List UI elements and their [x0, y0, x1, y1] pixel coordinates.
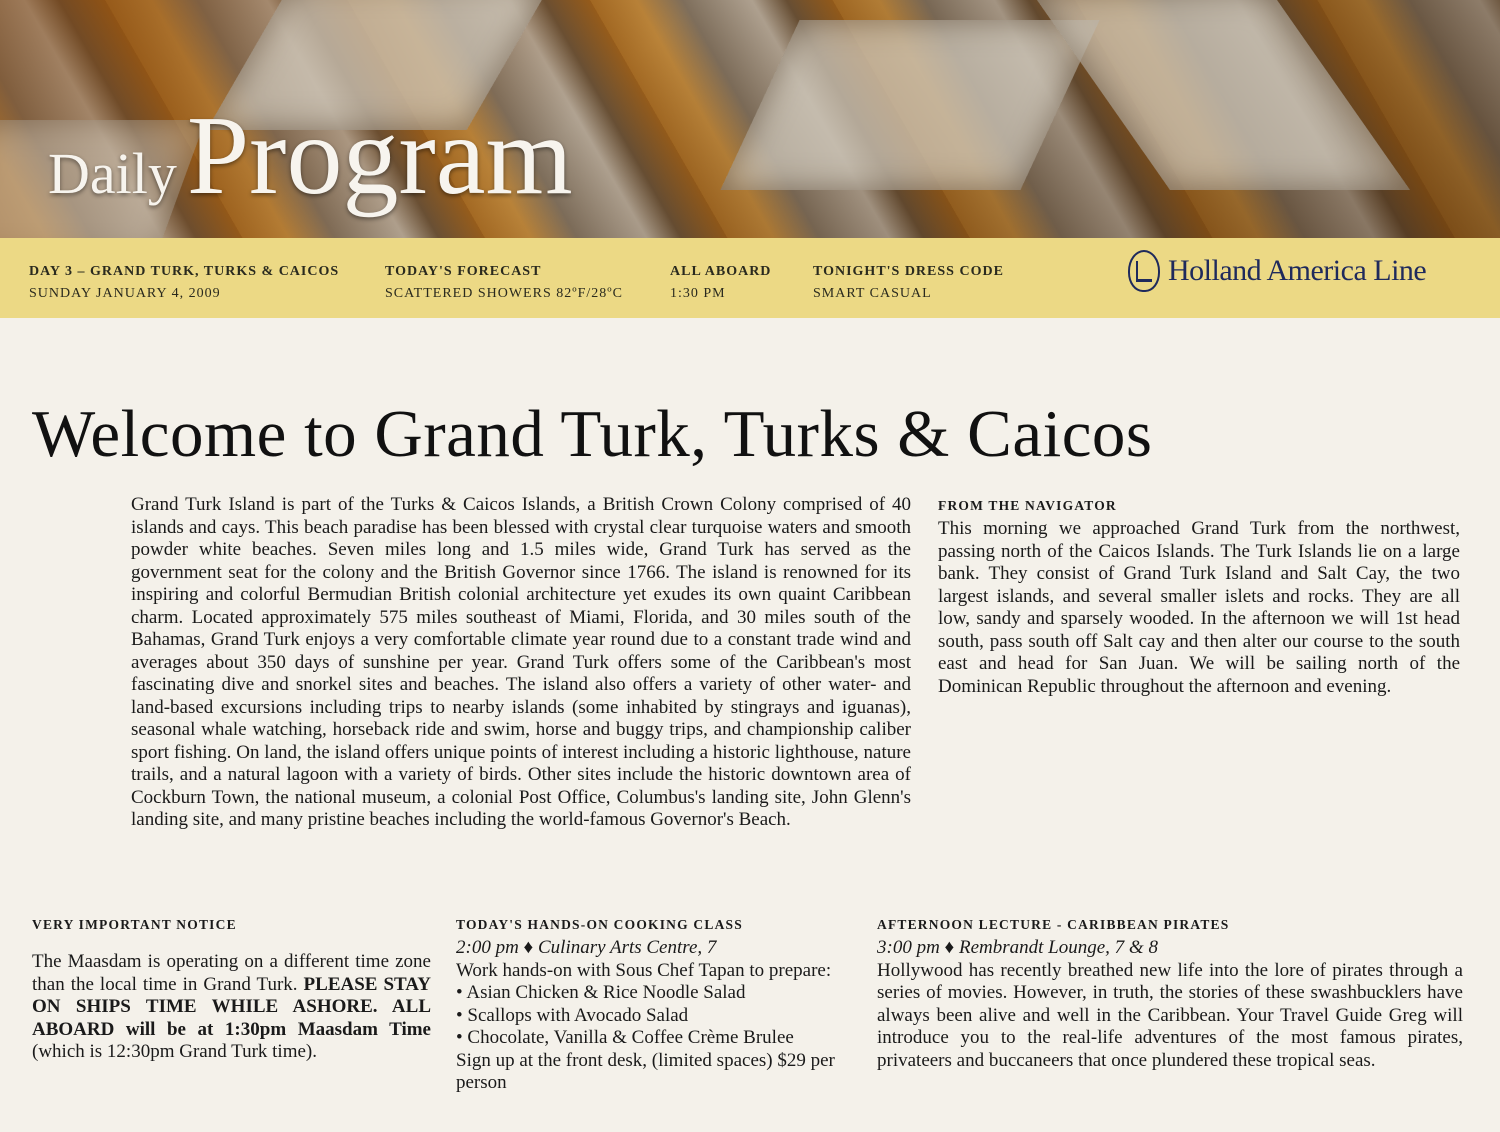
info-forecast-label: TODAY'S FORECAST — [385, 264, 542, 279]
navigator-section — [938, 498, 1460, 698]
notice-text-bold: PLEASE STAY ON SHIPS TIME WHILE ASHORE. ALL ABOARD will be at 1:30pm Maasdam Time — [32, 973, 431, 1040]
cooking-signup: Sign up at the front desk, (limited spaces) $29 per person — [456, 1049, 835, 1093]
brand-logo — [1128, 250, 1426, 292]
banner-stone-3 — [1030, 0, 1410, 190]
info-dress-label: TONIGHT'S DRESS CODE — [813, 264, 1004, 279]
menu-item: • Chocolate, Vanilla & Coffee Crème Brulee — [456, 1027, 794, 1048]
notice-text — [32, 951, 431, 1064]
title-daily: Daily — [48, 141, 177, 206]
ship-crest-icon — [1128, 250, 1160, 292]
info-day-label: DAY 3 – GRAND TURK, TURKS & CAICOS — [29, 264, 340, 279]
brand-name: Holland America Line — [1168, 254, 1427, 287]
info-forecast — [385, 264, 623, 302]
info-dress — [813, 264, 1004, 302]
menu-item: • Asian Chicken & Rice Noodle Salad — [456, 982, 746, 1003]
cooking-intro: Work hands-on with Sous Chef Tapan to prepare: — [456, 959, 832, 981]
header-banner — [0, 0, 1500, 238]
info-aboard-value: 1:30 PM — [670, 286, 726, 301]
banner-stone-2 — [720, 20, 1099, 190]
info-forecast-value: SCATTERED SHOWERS 82ºF/28ºC — [385, 286, 623, 301]
cooking-time-location: 2:00 pm ♦ Culinary Arts Centre, 7 — [456, 937, 717, 958]
intro-paragraph: Grand Turk Island is part of the Turks & Caicos Islands, a British Crown Colony comprised of 40 islands and cays. This beach paradise has been blessed with crystal clear turquoise waters and smooth powder white beaches. Seven miles long and 1.5 miles wide, Grand Turk has served as the government seat for the colony and the British Governor since 1766. The island is renowned for its inspiring and colorful Bermudian British colonial architecture yet exudes its own quaint Caribbean charm. Located approximately 575 miles southeast of Miami, Florida, and 30 miles south of the Bahamas, Grand Turk enjoys a very comfortable climate year round due to a constant trade wind and averages about 350 days of sunshine per year. Grand Turk offers some of the Caribbean's most fascinating dive and snorkel sites and beaches. The island also offers a variety of other water- and land-based excursions including trips to nearby islands (some inhabited by stingrays and iguanas), seasonal whale watching, horseback ride and swim, horse and buggy trips, and championship caliber sport fishing. On land, the island offers unique points of interest including a historic lighthouse, nature trails, and a natural lagoon with a variety of birds. Other sites include the historic downtown area of Cockburn Town, the national museum, a colonial Post Office, Columbus's landing site, John Glenn's landing site, and many pristine beaches including the world-famous Governor's Beach. — [131, 494, 911, 830]
navigator-heading: FROM THE NAVIGATOR — [938, 498, 1117, 513]
notice-text-b: (which is 12:30pm Grand Turk time). — [32, 1041, 317, 1062]
notice-section — [32, 917, 431, 1064]
cooking-menu — [456, 982, 856, 1050]
menu-item: • Scallops with Avocado Salad — [456, 1004, 689, 1026]
notice-heading: VERY IMPORTANT NOTICE — [32, 917, 237, 932]
lecture-time-location: 3:00 pm ♦ Rembrandt Lounge, 7 & 8 — [877, 937, 1158, 958]
info-day — [29, 264, 339, 302]
info-dress-value: SMART CASUAL — [813, 286, 932, 301]
title-program: Program — [186, 94, 573, 218]
cooking-heading: TODAY'S HANDS-ON COOKING CLASS — [456, 917, 743, 932]
info-day-value: SUNDAY JANUARY 4, 2009 — [29, 286, 221, 301]
notice-text-a: The Maasdam is operating on a different time zone than the local time in Grand Turk. — [32, 951, 431, 995]
info-aboard-label: ALL ABOARD — [670, 264, 772, 279]
lecture-text: Hollywood has recently breathed new life into the lore of pirates through a series of movies. However, in truth, the stories of these swashbucklers have always been alive and well in the Caribbean. Your Travel Guide Greg will introduce you to the real-life adventures of the most famous pirates, privateers and buccaneers that once plundered these tropical seas. — [877, 959, 1463, 1071]
cooking-section — [456, 917, 856, 1095]
welcome-heading: Welcome to Grand Turk, Turks & Caicos — [32, 397, 1153, 471]
lecture-heading: AFTERNOON LECTURE - CARIBBEAN PIRATES — [877, 917, 1230, 932]
lecture-section — [877, 917, 1463, 1072]
navigator-text: This morning we approached Grand Turk from the northwest, passing north of the Caicos Islands. The Turk Islands lie on a large bank. They consist of Grand Turk Island and Salt Cay, the two largest islands, and several smaller islets and rocks. They are all low, sandy and sparsely wooded. In the afternoon we will 1st head south, pass south off Salt cay and then alter our course to the south east and head for San Juan. We will be sailing north of the Dominican Republic throughout the afternoon and evening. — [938, 518, 1460, 697]
page-title — [48, 92, 573, 221]
info-aboard — [670, 264, 771, 302]
